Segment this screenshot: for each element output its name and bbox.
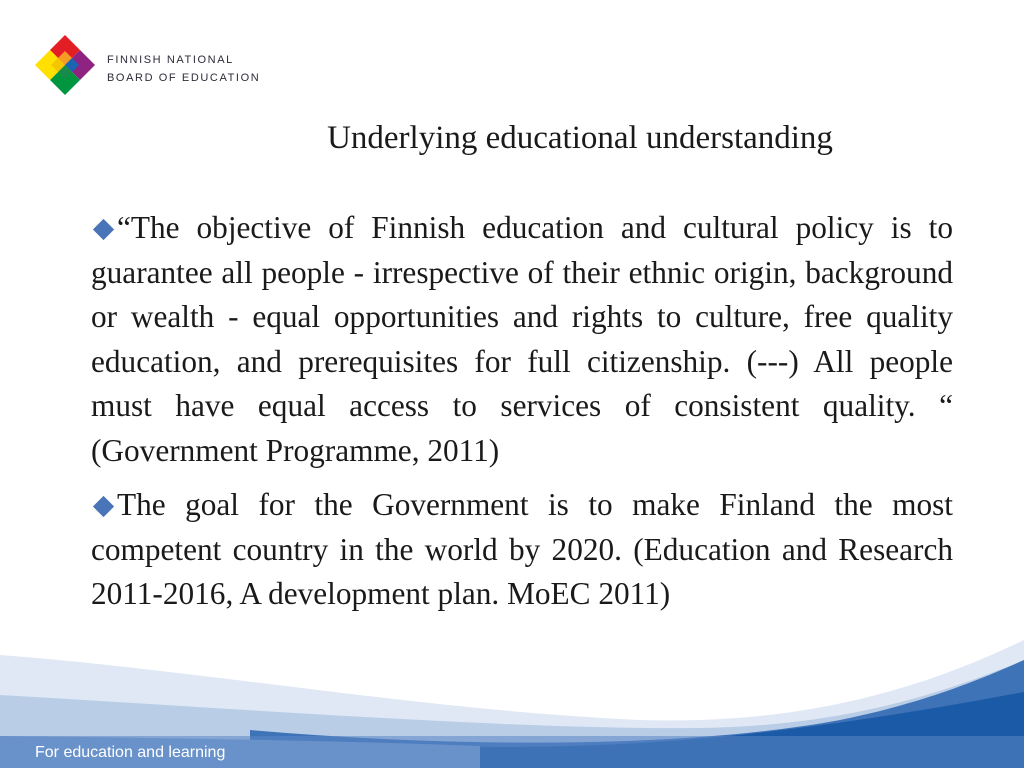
footer-wave (0, 600, 1024, 768)
color-diamond-logo-icon (34, 34, 96, 96)
logo-line-2: BOARD OF EDUCATION (107, 72, 261, 84)
slide-title: Underlying educational understanding (327, 120, 833, 156)
logo-line-1: FINNISH NATIONAL (107, 54, 234, 66)
bullet-item (91, 483, 953, 617)
organization-logo (34, 34, 274, 96)
bullet-text: “The objective of Finnish education and cultural policy is to guarantee all people - irrespective of their ethnic origin, background or wealth - equal opportunities and rights to culture, free quality education, and prerequisites for full citizenship. (---) All people must have equal access to services of consistent quality. “ (Government Programme, 2011) (91, 210, 953, 468)
bullet-list (91, 206, 953, 627)
bullet-text: The goal for the Government is to make Finland the most competent country in the world by 2020. (Education and Research 2011-2016, A development plan. MoEC 2011) (91, 487, 953, 611)
diamond-bullet-icon (93, 219, 114, 240)
bullet-item (91, 206, 953, 473)
logo-wordmark (107, 51, 260, 87)
diamond-bullet-icon (93, 496, 114, 517)
footer-tagline: For education and learning (35, 744, 226, 761)
